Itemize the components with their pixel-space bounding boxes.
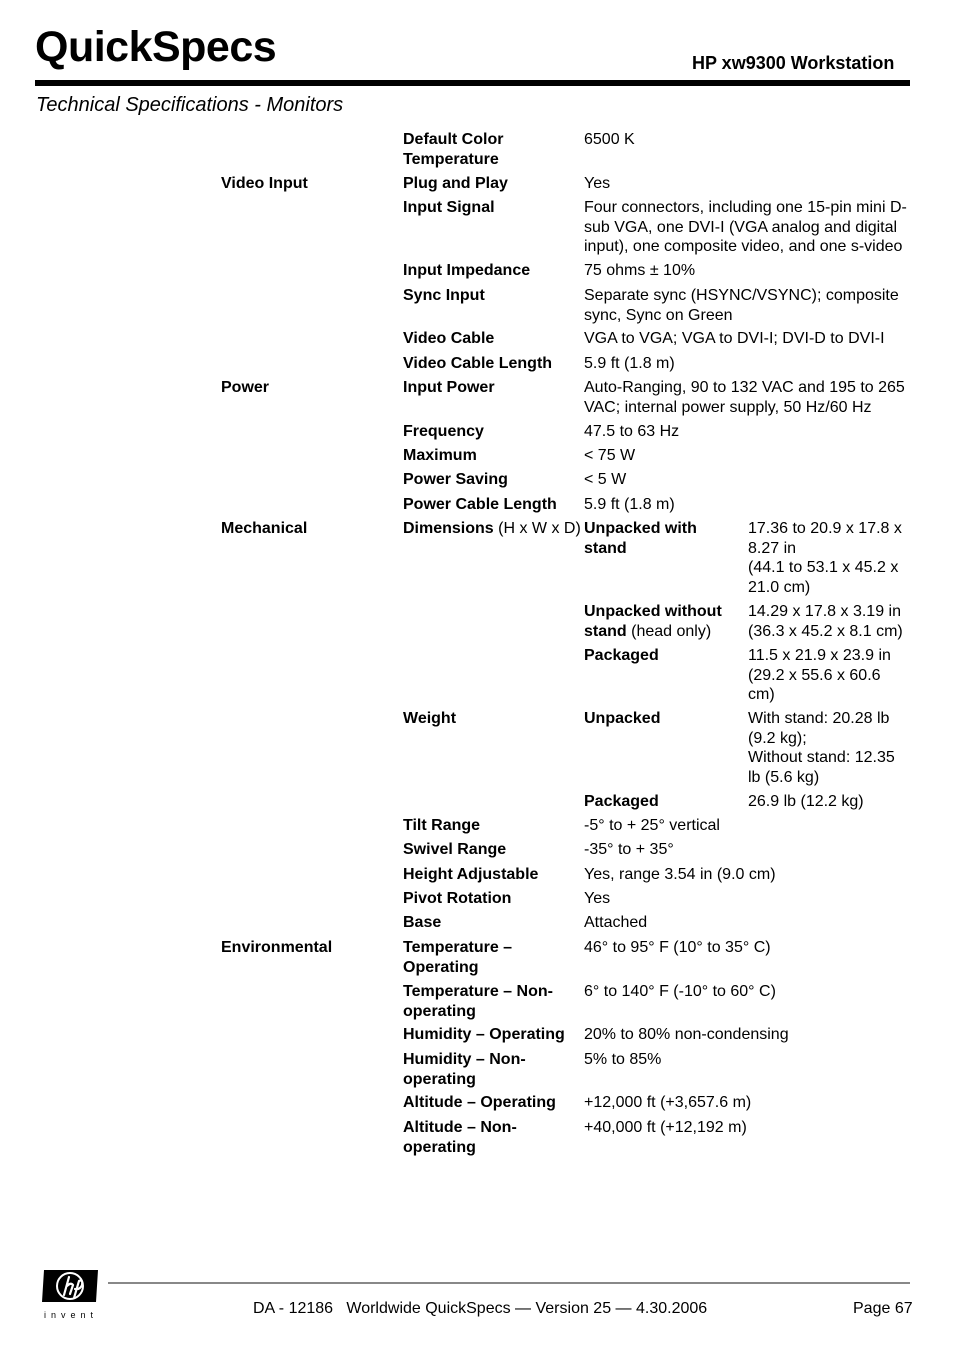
spec-value: Attached xyxy=(584,914,648,931)
spec-label: Power Saving xyxy=(403,471,508,488)
spec-label: Frequency xyxy=(403,423,484,440)
spec-label: Sync Input xyxy=(403,287,485,304)
spec-value: Four connectors, including one 15-pin mini D-sub VGA, one DVI-I (VGA analog and digital input), one composite video, and one s-video xyxy=(584,199,907,255)
spec-label: Tilt Range xyxy=(403,817,481,834)
spec-value: Yes, range 3.54 in (9.0 cm) xyxy=(584,866,776,883)
sub-label: Unpacked xyxy=(584,710,661,727)
spec-label: Weight xyxy=(403,710,457,727)
sub-label: Packaged xyxy=(584,793,659,810)
spec-value: 6° to 140° F (-10° to 60° C) xyxy=(584,983,776,1000)
spec-value: VGA to VGA; VGA to DVI-I; DVI-D to DVI-I xyxy=(584,330,885,347)
value-line: (44.1 to 53.1 x 45.2 x 21.0 cm) xyxy=(748,559,899,596)
spec-value: Yes xyxy=(584,175,611,192)
spec-value xyxy=(748,709,910,787)
sub-label xyxy=(584,602,744,641)
spec-label: Power Cable Length xyxy=(403,496,557,513)
spec-label: Maximum xyxy=(403,447,477,464)
spec-value: 6500 K xyxy=(584,131,635,148)
spec-label: Altitude – Non-operating xyxy=(403,1119,517,1156)
sub-label-note: (head only) xyxy=(631,622,712,640)
section-subtitle: Technical Specifications - Monitors xyxy=(36,94,344,116)
logo-tagline: invent xyxy=(44,1310,99,1320)
spec-value: -35° to + 35° xyxy=(584,841,674,858)
header-rule xyxy=(35,80,910,86)
category-power: Power xyxy=(221,379,270,396)
value-line: Without stand: 12.35 lb (5.6 kg) xyxy=(748,749,895,786)
sub-label: Packaged xyxy=(584,647,659,664)
dimensions-label: Dimensions xyxy=(403,520,494,537)
spec-label: Height Adjustable xyxy=(403,866,539,883)
spec-value: +12,000 ft (+3,657.6 m) xyxy=(584,1094,752,1111)
spec-label: Plug and Play xyxy=(403,175,508,192)
spec-label: Temperature – Operating xyxy=(403,939,513,976)
spec-value: Separate sync (HSYNC/VSYNC); composite sync, Sync on Green xyxy=(584,287,899,324)
spec-value: 5% to 85% xyxy=(584,1051,662,1068)
spec-label: Input Signal xyxy=(403,199,495,216)
category-environmental: Environmental xyxy=(221,939,333,956)
spec-value: 14.29 x 17.8 x 3.19 in (36.3 x 45.2 x 8.1 cm) xyxy=(748,603,903,640)
spec-value: 11.5 x 21.9 x 23.9 in (29.2 x 55.6 x 60.6 cm) xyxy=(748,647,891,703)
spec-value: 20% to 80% non-condensing xyxy=(584,1026,789,1043)
spec-label: Video Cable Length xyxy=(403,355,553,372)
hp-logo-icon xyxy=(38,1268,102,1304)
product-model: HP xw9300 Workstation xyxy=(692,53,895,73)
spec-value: Auto-Ranging, 90 to 132 VAC and 195 to 265 VAC; internal power supply, 50 Hz/60 Hz xyxy=(584,379,905,416)
sub-label: Unpacked with stand xyxy=(584,520,697,557)
value-line: 17.36 to 20.9 x 17.8 x 8.27 in xyxy=(748,520,902,557)
spec-value: < 75 W xyxy=(584,447,636,464)
spec-label: Altitude – Operating xyxy=(403,1094,556,1111)
spec-value: -5° to + 25° vertical xyxy=(584,817,720,834)
page-title: QuickSpecs xyxy=(35,23,277,71)
spec-value: 26.9 lb (12.2 kg) xyxy=(748,793,864,810)
spec-label-dimensions xyxy=(403,519,584,539)
footer-rule xyxy=(108,1282,910,1284)
spec-label: Input Impedance xyxy=(403,262,531,279)
spec-label: Default Color Temperature xyxy=(403,131,504,168)
spec-value: < 5 W xyxy=(584,471,627,488)
spec-label: Swivel Range xyxy=(403,841,507,858)
spec-value: 46° to 95° F (10° to 35° C) xyxy=(584,939,771,956)
sub-label-text: Unpacked without stand xyxy=(584,603,722,640)
footer-document-info: DA - 12186 Worldwide QuickSpecs — Version 25 — 4.30.2006 xyxy=(253,1300,708,1317)
spec-label: Input Power xyxy=(403,379,495,396)
spec-label: Base xyxy=(403,914,442,931)
value-line: With stand: 20.28 lb (9.2 kg); xyxy=(748,710,890,747)
spec-label: Pivot Rotation xyxy=(403,890,512,907)
spec-label: Humidity – Non-operating xyxy=(403,1051,526,1088)
dimensions-note: (H x W x D) xyxy=(498,520,581,537)
spec-label: Humidity – Operating xyxy=(403,1026,565,1043)
spec-value: 75 ohms ± 10% xyxy=(584,262,696,279)
spec-value: 47.5 to 63 Hz xyxy=(584,423,680,440)
spec-label: Temperature – Non-operating xyxy=(403,983,553,1020)
category-video-input: Video Input xyxy=(221,175,308,192)
spec-value: +40,000 ft (+12,192 m) xyxy=(584,1119,747,1136)
spec-value: 5.9 ft (1.8 m) xyxy=(584,355,675,372)
spec-value: 5.9 ft (1.8 m) xyxy=(584,496,675,513)
spec-value xyxy=(748,519,910,597)
page-number: Page 67 xyxy=(853,1300,913,1317)
spec-label: Video Cable xyxy=(403,330,495,347)
spec-value: Yes xyxy=(584,890,611,907)
category-mechanical: Mechanical xyxy=(221,520,308,537)
